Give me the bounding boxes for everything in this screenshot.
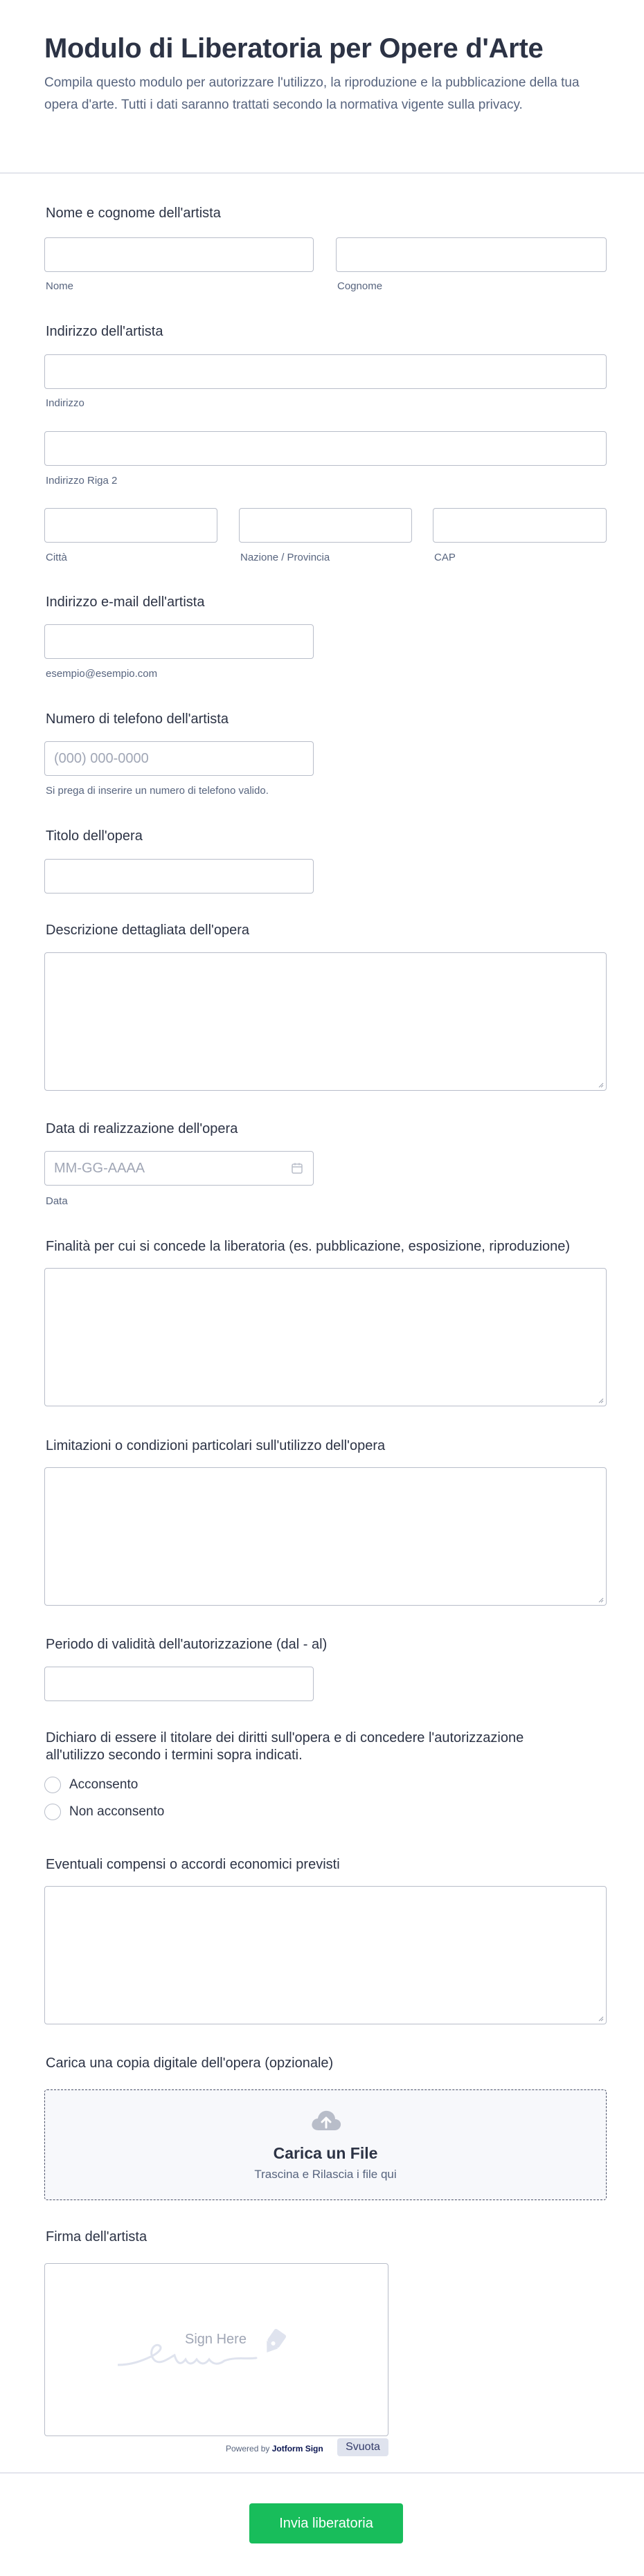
usage-limits-textarea[interactable] [44, 1467, 607, 1606]
phone-sublabel: Si prega di inserire un numero di telefono valido. [46, 785, 269, 797]
compensation-textarea[interactable] [44, 1886, 607, 2024]
question-release-purpose [44, 1239, 607, 1412]
resize-grip-icon[interactable] [597, 1596, 604, 1603]
date-sublabel: Data [46, 1195, 68, 1207]
artwork-description-textarea[interactable] [44, 952, 607, 1091]
powered-prefix: Powered by [226, 2444, 270, 2453]
phone-placeholder: (000) 000-0000 [54, 751, 149, 766]
question-signature [44, 2229, 607, 2465]
date-placeholder: MM-GG-AAAA [54, 1161, 145, 1176]
signature-placeholder: Sign Here [185, 2332, 247, 2347]
last-name-sublabel: Cognome [337, 280, 383, 292]
email-sublabel: esempio@esempio.com [46, 668, 158, 680]
powered-brand: Jotform Sign [271, 2444, 323, 2453]
form-title: Modulo di Liberatoria per Opere d'Arte [44, 33, 544, 64]
submit-button[interactable]: Invia liberatoria [249, 2503, 403, 2543]
phone-input[interactable] [44, 741, 314, 776]
release-purpose-textarea[interactable] [44, 1268, 607, 1406]
validity-period-input[interactable] [44, 1667, 314, 1701]
question-label: Nome e cognome dell'artista [46, 206, 221, 221]
question-label-line1: Dichiaro di essere il titolare dei diritti sull'opera e di concedere l'autorizzazione [46, 1730, 524, 1745]
form-header [0, 0, 644, 174]
question-validity-period [44, 1637, 607, 1706]
radio-option-label: Non acconsento [69, 1804, 165, 1819]
question-file-upload [44, 2056, 607, 2204]
question-artwork-description [44, 923, 607, 1096]
cloud-upload-icon [310, 2107, 343, 2134]
question-label: Titolo dell'opera [46, 828, 143, 844]
first-name-sublabel: Nome [46, 280, 74, 292]
upload-subtitle: Trascina e Rilascia i file qui [254, 2168, 397, 2181]
zip-input[interactable] [433, 508, 607, 543]
question-consent [44, 1730, 607, 1827]
question-artist-address [44, 324, 607, 566]
address-line2-sublabel: Indirizzo Riga 2 [46, 475, 118, 487]
question-creation-date [44, 1121, 607, 1211]
powered-by-jotform-sign [226, 2444, 323, 2453]
address-line2-input[interactable] [44, 431, 607, 466]
state-sublabel: Nazione / Provincia [240, 552, 330, 563]
question-label: Descrizione dettagliata dell'opera [46, 923, 249, 938]
question-artist-phone [44, 711, 607, 801]
date-input[interactable] [44, 1151, 314, 1186]
first-name-input[interactable] [44, 237, 314, 272]
question-label: Limitazioni o condizioni particolari sull'utilizzo dell'opera [46, 1438, 386, 1453]
question-label: Indirizzo dell'artista [46, 324, 163, 339]
resize-grip-icon[interactable] [597, 1081, 604, 1088]
footer-divider [0, 2472, 644, 2474]
address-line1-sublabel: Indirizzo [46, 397, 84, 409]
question-artwork-title [44, 828, 607, 898]
city-input[interactable] [44, 508, 217, 543]
email-input[interactable] [44, 624, 314, 659]
question-usage-limits [44, 1438, 607, 1611]
radio-option-consent[interactable] [44, 1777, 138, 1793]
clear-signature-button[interactable]: Svuota [337, 2438, 388, 2456]
state-input[interactable] [239, 508, 412, 543]
question-label: Data di realizzazione dell'opera [46, 1121, 238, 1136]
question-label: Numero di telefono dell'artista [46, 711, 229, 727]
signature-scribble-icon [118, 2325, 312, 2373]
question-compensation [44, 1857, 607, 2030]
file-dropzone[interactable] [44, 2089, 607, 2200]
resize-grip-icon[interactable] [597, 2015, 604, 2022]
zip-sublabel: CAP [434, 552, 456, 563]
question-label: Carica una copia digitale dell'opera (opzionale) [46, 2056, 334, 2071]
radio-circle[interactable] [44, 1777, 61, 1793]
question-label: Eventuali compensi o accordi economici previsti [46, 1857, 340, 1872]
question-label: Periodo di validità dell'autorizzazione (dal - al) [46, 1637, 328, 1652]
radio-option-label: Acconsento [69, 1777, 138, 1792]
last-name-input[interactable] [336, 237, 607, 272]
signature-pad[interactable] [44, 2263, 388, 2436]
address-line1-input[interactable] [44, 354, 607, 389]
question-label-line2: all'utilizzo secondo i termini sopra indicati. [46, 1748, 303, 1763]
artwork-title-input[interactable] [44, 859, 314, 894]
calendar-icon[interactable] [291, 1162, 303, 1174]
question-label: Firma dell'artista [46, 2229, 147, 2244]
radio-option-no-consent[interactable] [44, 1804, 164, 1820]
form-description: Compila questo modulo per autorizzare l'utilizzo, la riproduzione e la pubblicazione della tua opera d'arte. Tutti i dati saranno trattati secondo la normativa vigente sulla privacy. [44, 75, 580, 112]
resize-grip-icon[interactable] [597, 1397, 604, 1404]
question-artist-email [44, 595, 607, 684]
question-artist-name [44, 206, 607, 296]
upload-title: Carica un File [273, 2144, 378, 2162]
question-label: Finalità per cui si concede la liberatoria (es. pubblicazione, esposizione, riproduzione) [46, 1239, 571, 1254]
question-label: Indirizzo e-mail dell'artista [46, 595, 205, 610]
city-sublabel: Città [46, 552, 67, 563]
radio-circle[interactable] [44, 1804, 61, 1820]
